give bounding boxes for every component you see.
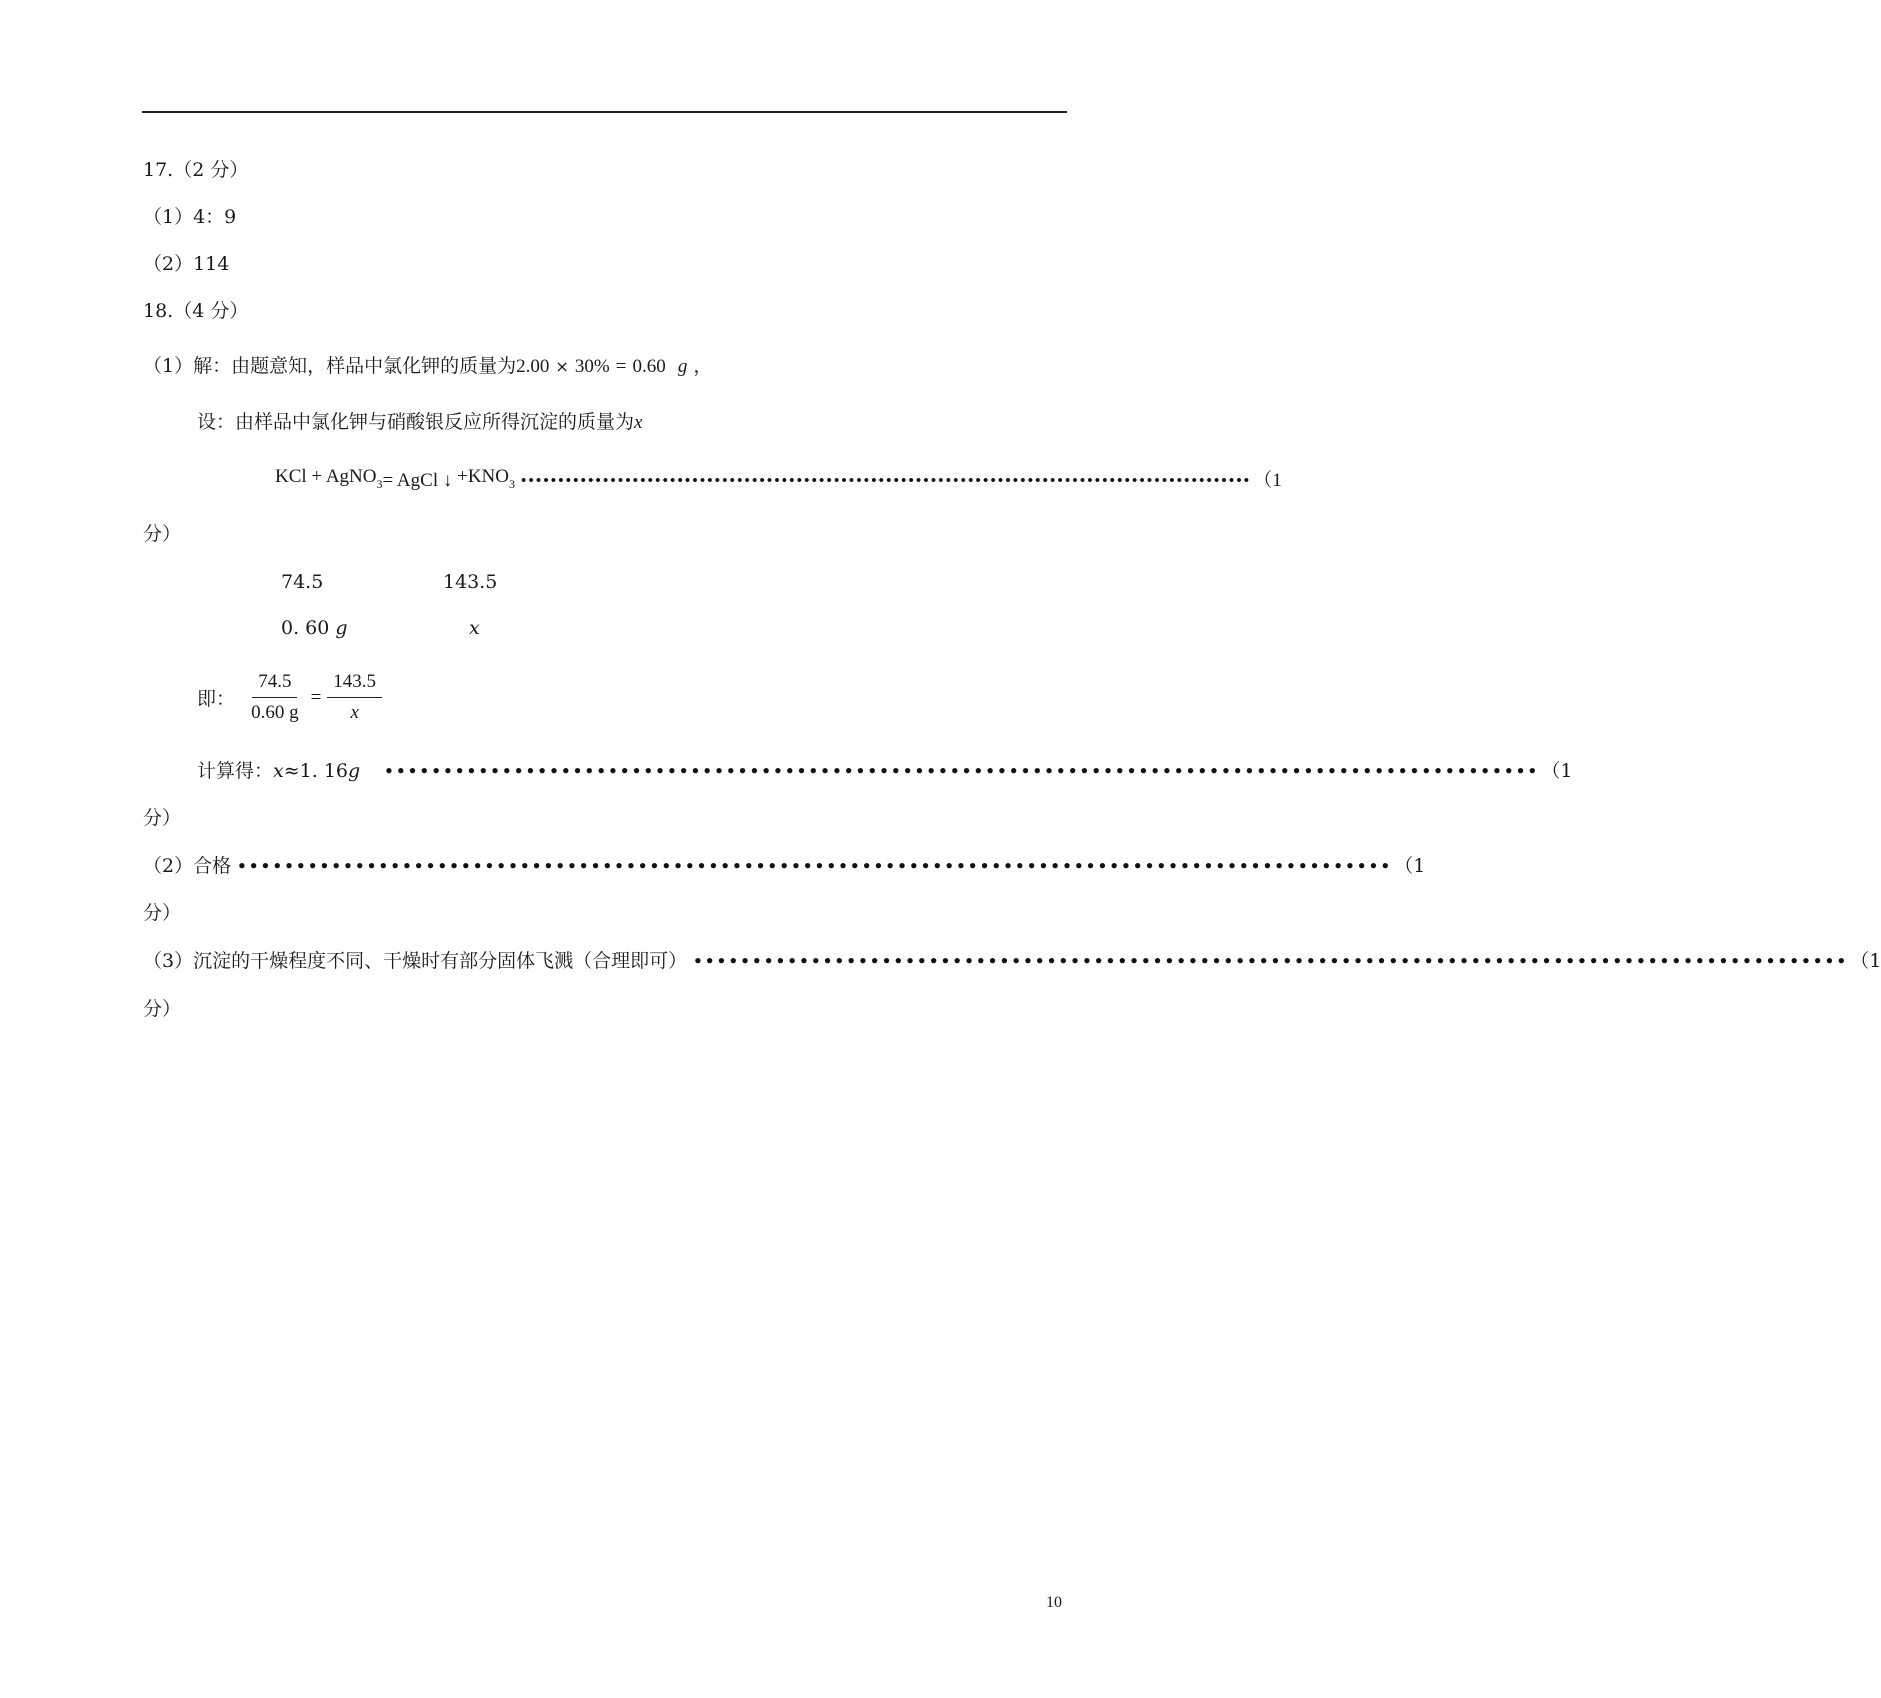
q18-part1-prefix: （1）解：由题意知，样品中氯化钾的质量为 bbox=[143, 355, 517, 377]
q18-assume bbox=[197, 410, 642, 435]
given-mass: 0. 60 g bbox=[281, 617, 348, 639]
assume-text: 设：由样品中氯化钾与硝酸银反应所得沉淀的质量为 bbox=[197, 411, 635, 433]
dot-leader: •••••••••••••••••••••••••••••••••••••••••••••••••••••••••••••••••••••••••••••••••••••••••••••••••• bbox=[384, 762, 1540, 780]
score-open: （1 bbox=[1394, 855, 1426, 877]
result-var: x bbox=[273, 760, 284, 782]
q18-title: 18.（4 分） bbox=[143, 300, 249, 322]
calc-b: 30% bbox=[574, 356, 610, 377]
result-row bbox=[197, 759, 1573, 783]
calc-a: 2.00 bbox=[516, 356, 550, 377]
equation-lhs: KCl + AgNO$_3$ bbox=[275, 466, 383, 491]
q18-part2-row bbox=[143, 854, 1426, 878]
score-close: 分） bbox=[143, 998, 182, 1020]
ratio-label: 即： bbox=[197, 688, 236, 710]
q17-answer-1: （1）4：9 bbox=[143, 206, 237, 228]
dot-leader: •••••••••••••••••••••••••••••••••••••••••••••••••••••••••••••••••••••••••••••••••••••••••••••••••• bbox=[693, 952, 1849, 970]
result-unit: g bbox=[348, 760, 361, 782]
calc-unit: g bbox=[677, 356, 688, 377]
q17-answer-2: （2）114 bbox=[143, 253, 230, 275]
score-open: （1 bbox=[1850, 950, 1881, 972]
score-open: （1 bbox=[1253, 469, 1282, 491]
score-open: （1 bbox=[1541, 760, 1573, 782]
calc-times: × bbox=[555, 357, 569, 376]
assume-var: x bbox=[634, 412, 643, 433]
precipitate-arrow-icon: ↓ bbox=[442, 469, 453, 491]
q18-part3-row bbox=[143, 949, 1881, 973]
calc-tail: ， bbox=[693, 355, 713, 377]
molar-mass-agcl: 143.5 bbox=[443, 571, 498, 593]
score-close: 分） bbox=[143, 807, 182, 829]
result-label: 计算得： bbox=[197, 760, 274, 782]
molar-mass-kcl: 74.5 bbox=[281, 571, 324, 593]
equation-mid: = AgCl bbox=[382, 469, 439, 491]
calc-eq: = bbox=[615, 356, 627, 377]
ratio-fraction-right: $\frac{143.5}{x}$ bbox=[327, 670, 382, 725]
result-approx: ≈1. 16 bbox=[283, 760, 348, 782]
score-close: 分） bbox=[143, 902, 182, 924]
q18-part2-text: （2）合格 bbox=[143, 855, 232, 877]
dot-leader: •••••••••••••••••••••••••••••••••••••••••••••••••••••••••••••••••••••••••••••••••••••••••••••••••• bbox=[521, 472, 1252, 489]
q18-part3-text: （3）沉淀的干燥程度不同、干燥时有部分固体飞溅（合理即可） bbox=[143, 950, 688, 972]
unknown-mass: x bbox=[469, 617, 480, 639]
q18-part1-intro bbox=[143, 354, 712, 379]
score-close: 分） bbox=[143, 523, 182, 545]
ratio-equation bbox=[197, 670, 386, 725]
page-number: 10 bbox=[1046, 1594, 1062, 1611]
equation-rhs: $+KNO_3$ bbox=[457, 466, 515, 491]
calc-result: 0.60 bbox=[632, 356, 666, 377]
header-rule bbox=[142, 111, 1067, 113]
ratio-eq: = bbox=[310, 686, 322, 708]
ratio-fraction-left: $\frac{74.5}{0.60 g}$ bbox=[251, 671, 299, 723]
dot-leader: •••••••••••••••••••••••••••••••••••••••••••••••••••••••••••••••••••••••••••••••••••••••••••••••••• bbox=[237, 857, 1393, 875]
chemical-equation-row bbox=[275, 465, 1282, 496]
q17-title: 17.（2 分） bbox=[143, 159, 249, 181]
